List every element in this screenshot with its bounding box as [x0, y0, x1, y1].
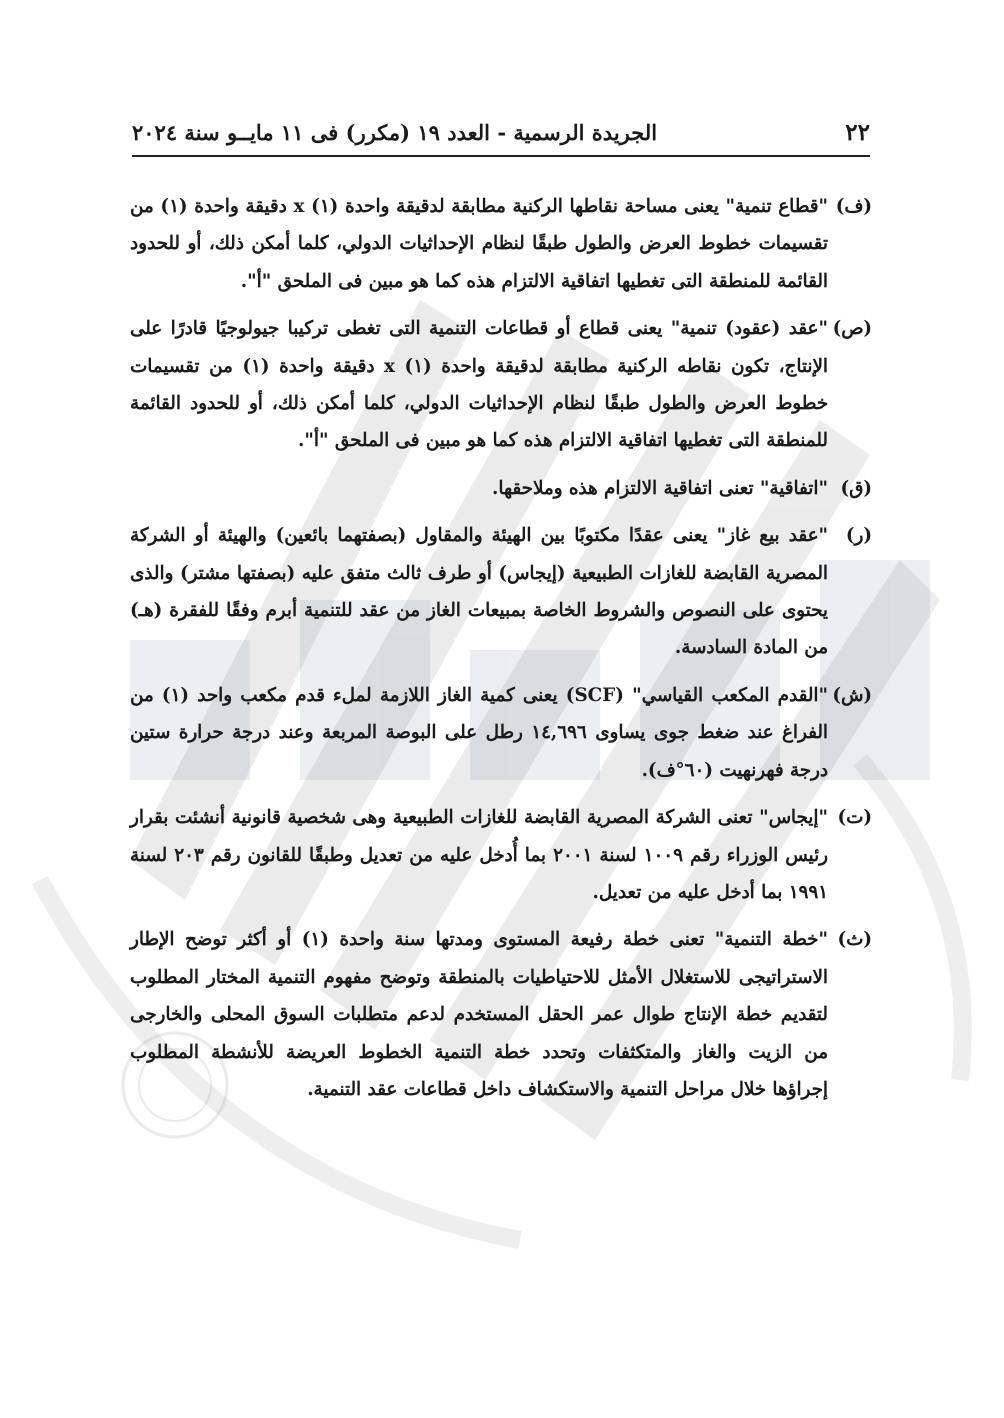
clause-f [130, 188, 872, 300]
clause-text: "اتفاقية" تعنى اتفاقية الالتزام هذه وملاحقها. [492, 477, 828, 499]
clause-text: "عقد بيع غاز" يعنى عقدًا مكتوبًا بين الهيئة والمقاول (بصفتهما بائعين) والهيئة أو الشركة المصرية القابضة للغازات الطبيعية (إيجاس) أو طرف ثالث متفق عليه (بصفتها مشتر) والذى يحتوى على النصوص والشروط الخاصة بمبيعات الغاز من عقد للتنمية أبرم وفقًا للفقرة (هـ) من المادة السادسة. [130, 525, 828, 659]
clause-letter: (ق) [840, 477, 872, 499]
clause-letter: (ش) [832, 684, 872, 706]
clause-text: "القدم المكعب القياسي" (SCF) يعنى كمية الغاز اللازمة لملء قدم مكعب واحد (١) من الفراغ عند ضغط جوى يساوى ١٤,٦٩٦ رطل على البوصة المربعة وعند درجة حرارة ستين درجة فهرنهيت (٦٠°ف). [130, 684, 828, 781]
clause-text: "عقد (عقود) تنمية" يعنى قطاع أو قطاعات التنمية التى تغطى تركيبا جيولوجيًا قادرًا على الإنتاج، تكون نقاطه الركنية مطابقة لدقيقة واحدة (١) x دقيقة واحدة (١) من تقسيمات خطوط العرض والطول طبقًا لنظام الإحداثيات الدولي، كلما أمكن ذلك، أو للحدود القائمة للمنطقة التى تغطيها اتفاقية الالتزام هذه كما هو مبين فى الملحق "أ". [130, 318, 828, 452]
clause-letter: (ص) [832, 318, 872, 340]
clauses-list [130, 188, 872, 1118]
clause-r [130, 517, 872, 667]
clause-q [130, 470, 872, 507]
clause-letter: (ر) [845, 525, 872, 547]
clause-sh [130, 677, 872, 789]
page-number: ٢٢ [845, 118, 870, 146]
clause-t [130, 799, 872, 911]
gazette-title: الجريدة الرسمية - العدد ١٩ (مكرر) فى ١١ مايــو سنة ٢٠٢٤ [132, 119, 658, 145]
clause-text: "إيجاس" تعنى الشركة المصرية القابضة للغازات الطبيعية وهى شخصية قانونية أنشئت بقرار رئيس الوزراء رقم ١٠٠٩ لسنة ٢٠٠١ بما أُدخل عليه من تعديل وطبقًا للقانون رقم ٢٠٣ لسنة ١٩٩١ بما أدخل عليه من تعديل. [130, 807, 828, 903]
clause-letter: (ف) [835, 196, 872, 217]
header-divider [132, 155, 870, 157]
clause-text: "قطاع تنمية" يعنى مساحة نقاطها الركنية مطابقة لدقيقة واحدة (١) x دقيقة واحدة (١) من تقسيمات خطوط العرض والطول طبقًا لنظام الإحداثيات الدولي، كلما أمكن ذلك، أو للحدود القائمة للمنطقة التى تغطيها اتفاقية الالتزام هذه كما هو مبين فى الملحق "أ". [130, 196, 828, 292]
clause-letter: (ت) [837, 807, 872, 829]
page-header [132, 112, 870, 152]
clause-letter: (ث) [837, 929, 872, 951]
clause-th [130, 921, 872, 1108]
clause-text: "خطة التنمية" تعنى خطة رفيعة المستوى ومدتها سنة واحدة (١) أو أكثر توضح الإطار الاستراتيجى للاستغلال الأمثل للاحتياطيات بالمنطقة وتوضح مفهوم التنمية المختار المطلوب لتقديم خطة الإنتاج طوال عمر الحقل المستخدم لدعم متطلبات السوق المحلى والخارجى من الزيت والغاز والمتكثفات وتحدد خطة التنمية الخطوط العريضة للأنشطة المطلوب إجراؤها خلال مراحل التنمية والاستكشاف داخل قطاعات عقد التنمية. [130, 929, 828, 1100]
clause-s [130, 310, 872, 460]
